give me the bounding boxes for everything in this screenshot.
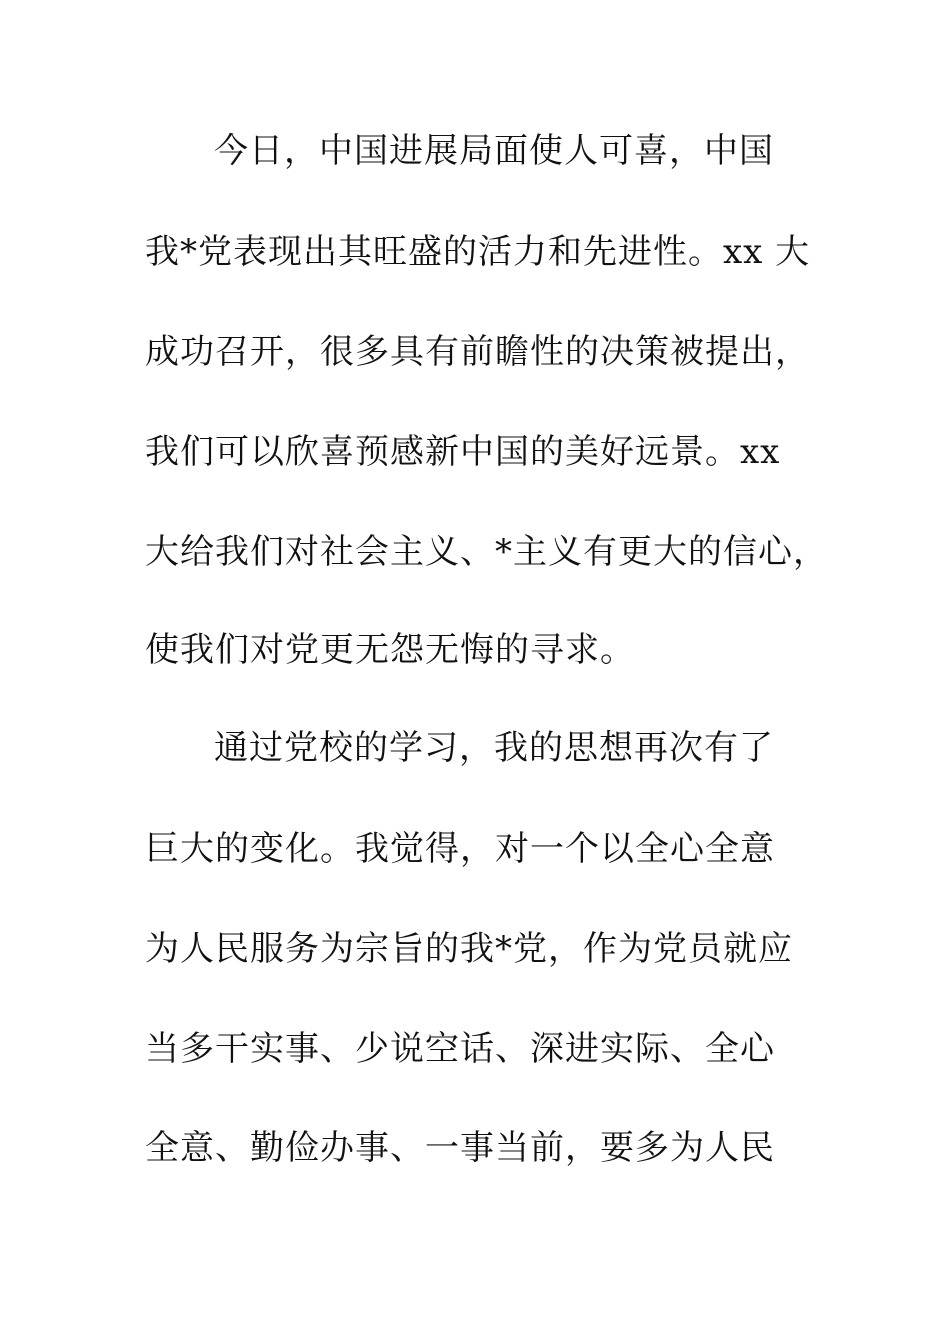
paragraph-1-line-6: 使我们对党更无怨无悔的寻求。 <box>145 630 635 670</box>
paragraph-2-line-2: 巨大的变化。我觉得，对一个以全心全意 <box>145 829 775 869</box>
paragraph-1-line-2: 我*党表现出其旺盛的活力和先进性。xx 大 <box>145 232 811 272</box>
paragraph-2-line-1: 通过党校的学习，我的思想再次有了 <box>214 728 774 768</box>
paragraph-1-line-4: 我们可以欣喜预感新中国的美好远景。xx <box>145 432 781 472</box>
paragraph-1-line-3: 成功召开，很多具有前瞻性的决策被提出， <box>145 332 810 372</box>
paragraph-1-line-5: 大给我们对社会主义、*主义有更大的信心， <box>145 532 828 572</box>
paragraph-2-line-3: 为人民服务为宗旨的我*党，作为党员就应 <box>145 929 793 969</box>
paragraph-2-line-5: 全意、勤俭办事、一事当前，要多为人民 <box>145 1128 775 1168</box>
paragraph-1-line-1: 今日，中国进展局面使人可喜，中国 <box>214 131 774 171</box>
paragraph-2-line-4: 当多干实事、少说空话、深进实际、全心 <box>145 1029 775 1069</box>
